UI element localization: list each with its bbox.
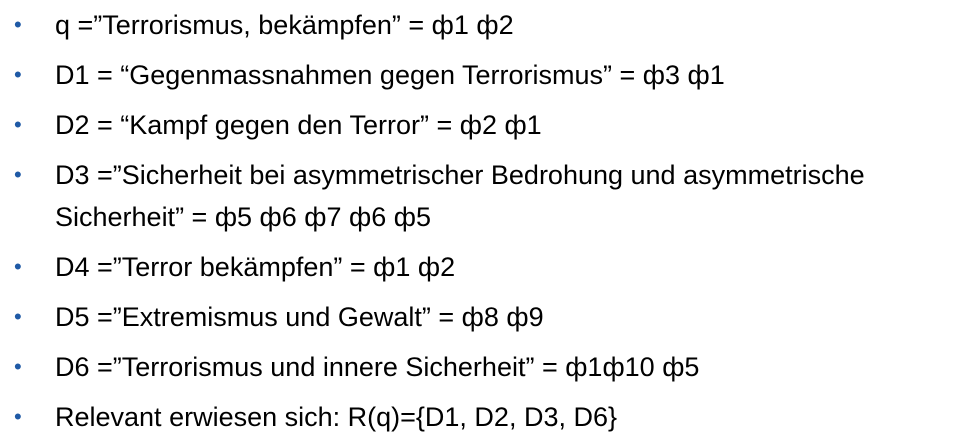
list-item-text: D4 =”Terror bekämpfen” = ф1 ф2 xyxy=(55,252,456,282)
bullet-list xyxy=(0,4,962,446)
bullet-icon: • xyxy=(14,112,22,137)
list-item-d5 xyxy=(0,296,962,338)
bullet-icon: • xyxy=(14,254,22,279)
bullet-icon: • xyxy=(14,404,22,429)
bullet-icon: • xyxy=(14,62,22,87)
list-item-text: D3 =”Sicherheit bei asymmetrischer Bedrohung und asymmetrische Sicherheit” = ф5 ф6 ф7 ф6 ф5 xyxy=(55,160,865,232)
list-item-text: D1 = “Gegenmassnahmen gegen Terrorismus” = ф3 ф1 xyxy=(55,60,725,90)
list-item-text: Relevant erwiesen sich: R(q)={D1, D2, D3, D6} xyxy=(55,402,618,432)
list-item-query xyxy=(0,4,962,46)
list-item-d4 xyxy=(0,246,962,288)
list-item-d6 xyxy=(0,346,962,388)
list-item-text: D5 =”Extremismus und Gewalt” = ф8 ф9 xyxy=(55,302,544,332)
bullet-icon: • xyxy=(14,304,22,329)
list-item-text: D2 = “Kampf gegen den Terror” = ф2 ф1 xyxy=(55,110,542,140)
list-item-d2 xyxy=(0,104,962,146)
list-item-d1 xyxy=(0,54,962,96)
list-item-relevant xyxy=(0,396,962,438)
bullet-icon: • xyxy=(14,354,22,379)
list-item-text: D6 =”Terrorismus und innere Sicherheit” = ф1ф10 ф5 xyxy=(55,352,700,382)
list-item-d3 xyxy=(0,154,955,238)
list-item-text: q =”Terrorismus, bekämpfen” = ф1 ф2 xyxy=(55,10,514,40)
bullet-icon: • xyxy=(14,12,22,37)
bullet-icon: • xyxy=(14,162,22,187)
